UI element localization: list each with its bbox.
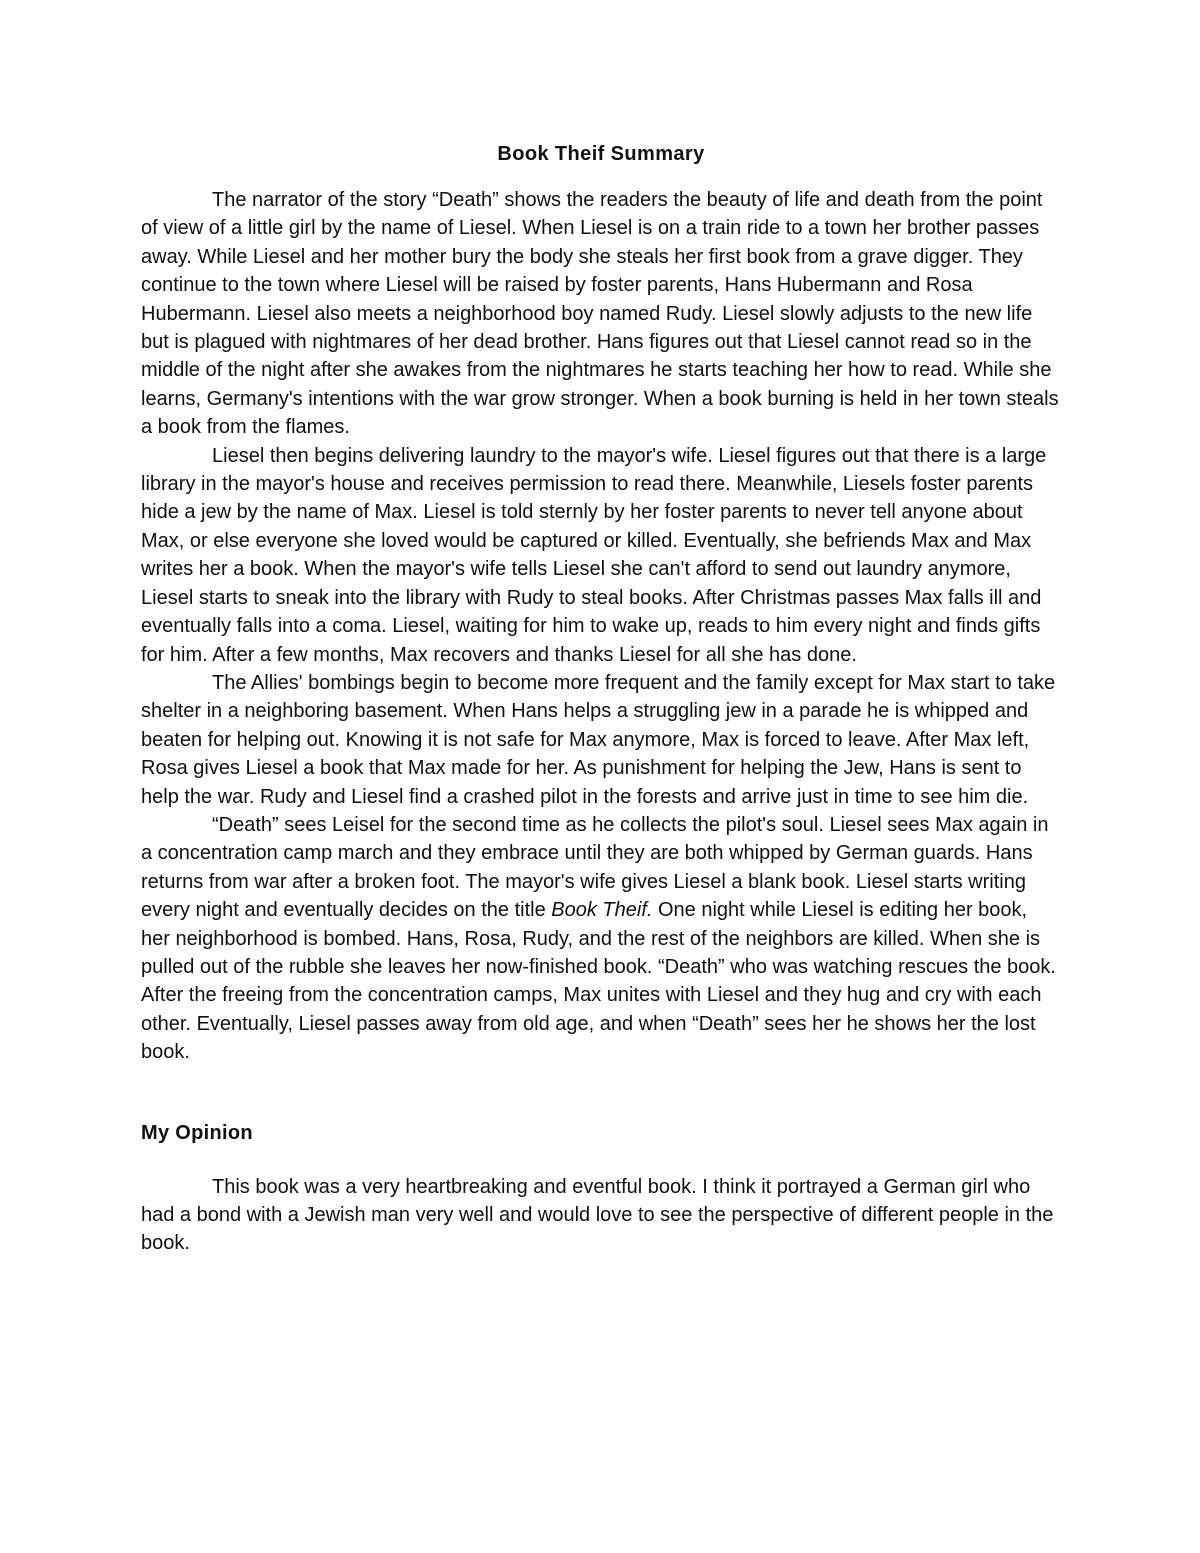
section-spacer xyxy=(141,1067,1061,1119)
summary-paragraph-4-text-b: One night while Liesel is editing her book, her neighborhood is bombed. Hans, Rosa, Rudy, and the rest of the neighbors are killed. When she is pulled out of the rubble she leaves her now-finished book. “Death” who was watching rescues the book. After the freeing from the concentration camps, Max unites with Liesel and they hug and cry with each other. Eventually, Liesel passes away from old age, and when “Death” sees her he shows her the lost book. xyxy=(141,899,1056,1064)
document-page xyxy=(141,140,1061,1258)
summary-paragraph-4 xyxy=(141,811,1061,1067)
document-title: Book Theif Summary xyxy=(497,143,705,165)
book-title-italic: Book Theif. xyxy=(551,899,653,922)
summary-paragraph-3: The Allies' bombings begin to become more frequent and the family except for Max start to take shelter in a neighboring basement. When Hans helps a struggling jew in a parade he is whipped and beaten for helping out. Knowing it is not safe for Max anymore, Max is forced to leave. After Max left, Rosa gives Liesel a book that Max made for her. As punishment for helping the Jew, Hans is sent to help the war. Rudy and Liesel find a crashed pilot in the forests and arrive just in time to see him die. xyxy=(141,671,1056,808)
opinion-heading: My Opinion xyxy=(141,1121,253,1144)
summary-paragraph-2: Liesel then begins delivering laundry to the mayor's wife. Liesel figures out that there is a large library in the mayor's house and receives permission to read there. Meanwhile, Liesels foster parents hide a jew by the name of Max. Liesel is told sternly by her foster parents to never tell anyone about Max, or else everyone she loved would be captured or killed. Eventually, she befriends Max and Max writes her a book. When the mayor's wife tells Liesel she can't afford to send out laundry anymore, Liesel starts to sneak into the library with Rudy to steal books. After Christmas passes Max falls ill and eventually falls into a coma. Liesel, waiting for him to wake up, reads to him every night and finds gifts for him. After a few months, Max recovers and thanks Liesel for all she has done. xyxy=(141,444,1047,666)
summary-paragraph-4-text-a: “Death” sees Leisel for the second time as he collects the pilot's soul. Liesel sees Max again in a concentration camp march and they embrace until they are both whipped by German guards. Hans returns from war after a broken foot. The mayor's wife gives Liesel a blank book. Liesel starts writing every night and eventually decides on the title xyxy=(141,813,1049,922)
summary-paragraph-1: The narrator of the story “Death” shows the readers the beauty of life and death from the point of view of a little girl by the name of Liesel. When Liesel is on a train ride to a town her brother passes away. While Liesel and her mother bury the body she steals her first book from a grave digger. They continue to the town where Liesel will be raised by foster parents, Hans Hubermann and Rosa Hubermann. Liesel also meets a neighborhood boy named Rudy. Liesel slowly adjusts to the new life but is plagued with nightmares of her dead brother. Hans figures out that Liesel cannot read so in the middle of the night after she awakes from the nightmares he starts teaching her how to read. While she learns, Germany's intentions with the war grow stronger. When a book burning is held in her town steals a book from the flames. xyxy=(141,189,1059,439)
opinion-paragraph: This book was a very heartbreaking and eventful book. I think it portrayed a German girl who had a bond with a Jewish man very well and would love to see the perspective of different people in the book. xyxy=(141,1175,1054,1255)
